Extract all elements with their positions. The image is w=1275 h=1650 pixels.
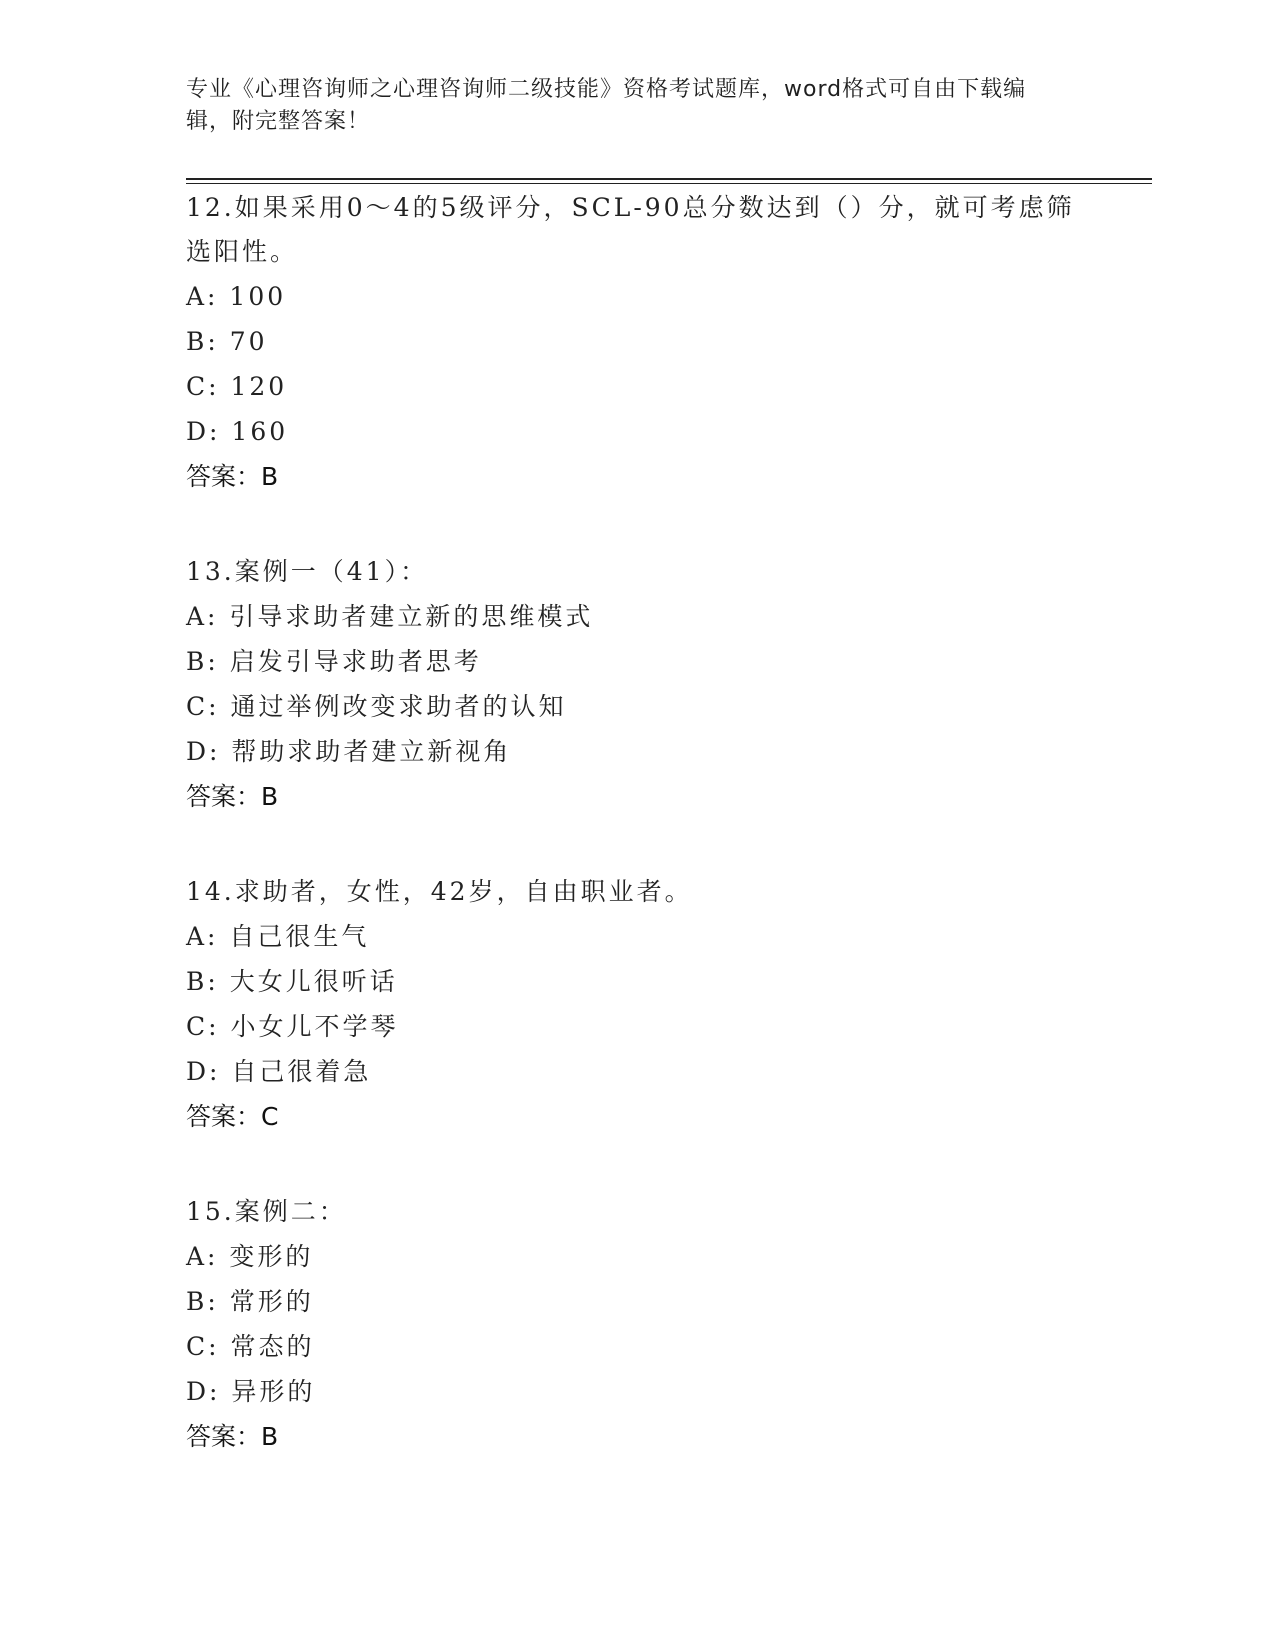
option-d: D: 帮助求助者建立新视角 — [186, 737, 512, 766]
option-a: A: 100 — [186, 282, 287, 311]
question-stem: 13.案例一（41）： — [186, 557, 429, 586]
question-stem: 15.案例二： — [186, 1197, 347, 1226]
document-intro: 专业《心理咨询师之心理咨询师二级技能》资格考试题库，word格式可自由下载编辑，附完整答案！ — [186, 77, 1027, 134]
question-13 — [186, 550, 1086, 819]
option-d: D: 160 — [186, 417, 289, 446]
answer-line: 答案：B — [186, 1422, 279, 1451]
option-d: D: 自己很着急 — [186, 1057, 372, 1086]
answer-line: 答案：B — [186, 462, 279, 491]
question-12 — [186, 186, 1086, 499]
option-c: C: 120 — [186, 372, 288, 401]
option-c: C: 通过举例改变求助者的认知 — [186, 692, 567, 721]
option-a: A: 变形的 — [186, 1242, 314, 1271]
option-b: B: 大女儿很听话 — [186, 967, 398, 996]
question-15 — [186, 1190, 1086, 1459]
header-divider-thick — [186, 178, 1152, 180]
option-b: B: 70 — [186, 327, 268, 356]
answer-line: 答案：B — [186, 782, 279, 811]
option-a: A: 引导求助者建立新的思维模式 — [186, 602, 594, 631]
question-stem: 14.求助者，女性，42岁，自由职业者。 — [186, 877, 693, 906]
header-divider-thin — [186, 183, 1152, 184]
option-a: A: 自己很生气 — [186, 922, 370, 951]
option-d: D: 异形的 — [186, 1377, 316, 1406]
answer-line: 答案：C — [186, 1102, 279, 1131]
question-14 — [186, 870, 1086, 1139]
question-stem: 12.如果采用0～4的5级评分，SCL-90总分数达到（）分，就可考虑筛选阳性。 — [186, 193, 1075, 266]
option-c: C: 小女儿不学琴 — [186, 1012, 399, 1041]
option-b: B: 启发引导求助者思考 — [186, 647, 482, 676]
option-c: C: 常态的 — [186, 1332, 315, 1361]
option-b: B: 常形的 — [186, 1287, 314, 1316]
